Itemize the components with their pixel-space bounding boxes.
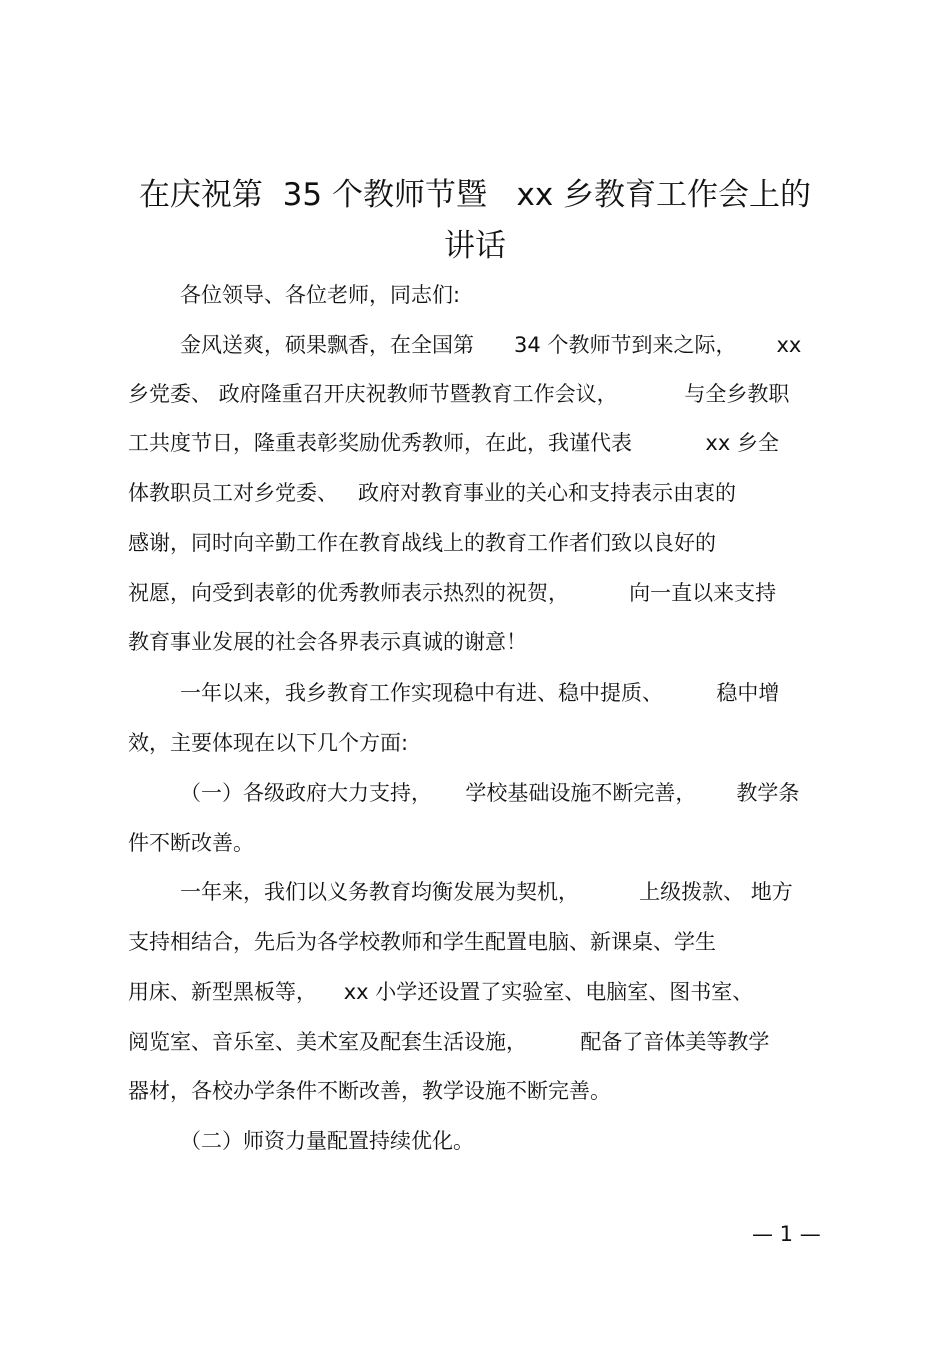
body-line-10: 效，主要体现在以下几个方面: [128, 731, 409, 755]
document-title-line-1: 在庆祝第 35 个教师节暨 xx 乡教育工作会上的 [138, 177, 812, 213]
body-line-15: 用床、新型黑板等， xx 小学还设置了实验室、电脑室、图书室、 [128, 980, 754, 1004]
body-line-9: 一年以来，我乡教育工作实现稳中有进、稳中提质、 稳中增 [180, 681, 780, 705]
body-line-5: 体教职员工对乡党委、 政府对教育事业的关心和支持表示由衷的 [128, 481, 737, 505]
body-line-13: 一年来，我们以义务教育均衡发展为契机， 上级拨款、 地方 [180, 880, 793, 904]
body-line-17: 器材，各校办学条件不断改善，教学设施不断完善。 [128, 1079, 611, 1103]
body-line-8: 教育事业发展的社会各界表示真诚的谢意！ [128, 630, 527, 654]
body-line-4: 工共度节日，隆重表彰奖励优秀教师，在此，我谨代表 xx 乡全 [128, 431, 779, 455]
body-line-14: 支持相结合，先后为各学校教师和学生配置电脑、新课桌、学生 [128, 930, 716, 954]
section-heading-1: （一）各级政府大力支持， 学校基础设施不断完善， 教学条 [180, 781, 800, 805]
body-line-12: 件不断改善。 [128, 831, 254, 855]
body-line-1: 各位领导、各位老师，同志们: [180, 283, 461, 307]
document-title-line-2: 讲话 [444, 228, 506, 264]
body-line-16: 阅览室、音乐室、美术室及配套生活设施， 配备了音体美等教学 [128, 1030, 770, 1054]
body-line-6: 感谢，同时向辛勤工作在教育战线上的教育工作者们致以良好的 [128, 531, 716, 555]
body-line-3: 乡党委、 政府隆重召开庆祝教师节暨教育工作会议， 与全乡教职 [128, 382, 790, 406]
page-number: — 1 — [752, 1222, 821, 1246]
body-line-7: 祝愿，向受到表彰的优秀教师表示热烈的祝贺， 向一直以来支持 [128, 581, 777, 605]
body-line-2: 金风送爽，硕果飘香，在全国第 34 个教师节到来之际， xx [180, 333, 802, 357]
section-heading-2: （二）师资力量配置持续优化。 [180, 1129, 474, 1153]
